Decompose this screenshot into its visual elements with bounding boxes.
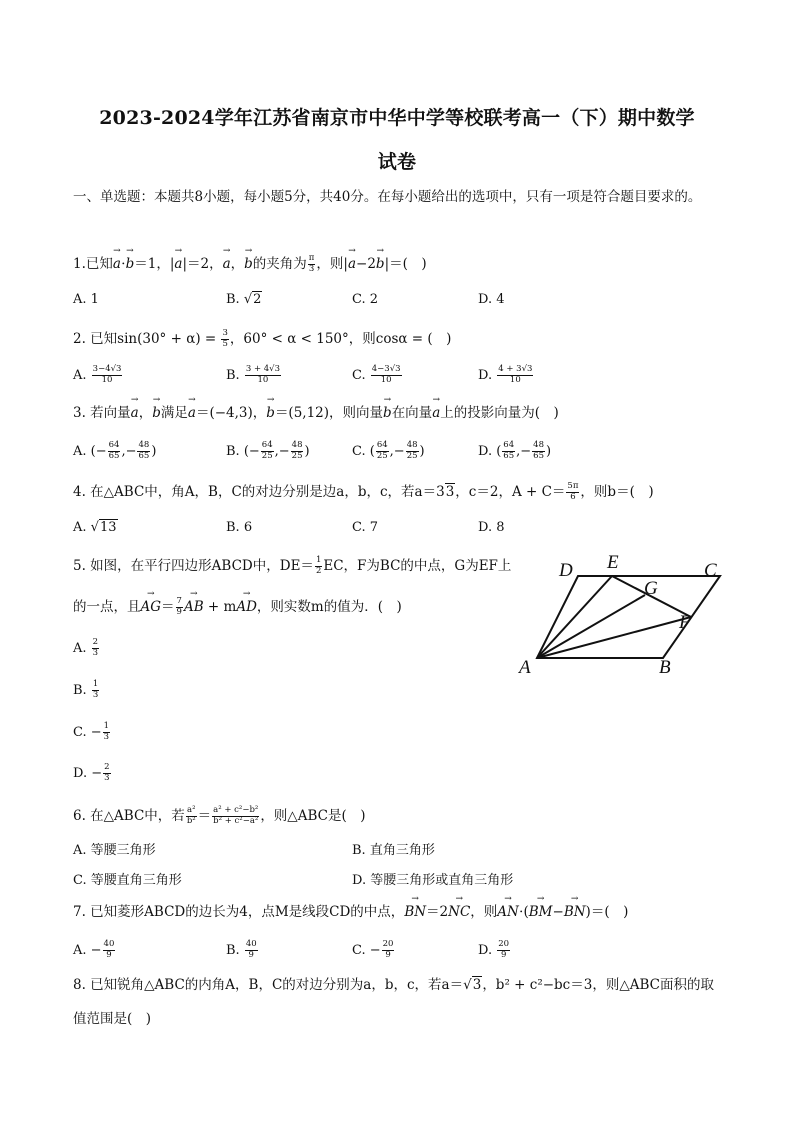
q1-option-c[interactable]: C. 2 (352, 292, 379, 307)
q6-option-d[interactable]: D. 等腰三角形或直角三角形 (352, 873, 514, 888)
q2-option-a[interactable]: A. $\frac{3-4√3}{10}$ (73, 364, 122, 385)
question-7: 7. 已知菱形ABCD的边长为4，点M是线段CD的中点，→ BN＝2→ NC，则→ AN⋅(→ BM−→ BN)＝( ) (73, 904, 628, 920)
q1-option-a[interactable]: A. 1 (73, 292, 99, 307)
q2-option-d[interactable]: D. $\frac{4 + 3√3}{10}$ (478, 364, 533, 385)
q7-option-d[interactable]: D. $\frac{20}{9}$ (478, 939, 510, 960)
doc-title-line1: 2023-2024学年江苏省南京市中华中学等校联考高一（下）期中数学 (99, 107, 695, 129)
q3-option-d[interactable]: D. ( $\frac{64}{65}$ ,− $\frac{48}{65}$ ) (478, 440, 552, 461)
question-6: 6. 在△ABC中，若 $\frac{\text{a²}}{\text{b²}}$ ＝ $\frac{\text{a² + c²−b²}}{\text{b² + c²−a²}}$ ，则△ABC是( ) (73, 805, 366, 826)
q7-option-c[interactable]: C. − $\frac{20}{9}$ (352, 939, 394, 960)
q1-option-d[interactable]: D. 4 (478, 292, 505, 307)
label-F: F (679, 612, 691, 633)
label-D: D (559, 560, 573, 581)
question-2: 2. 已知sin(30° + α) = $\frac{3}{5}$ ，60° < α < 150°，则cosα = ( ) (73, 328, 452, 349)
q4-option-c[interactable]: C. 7 (352, 520, 379, 535)
q5-option-c[interactable]: C. − $\frac{1}{3}$ (73, 721, 110, 742)
q4-option-a[interactable]: A. √13 (73, 520, 117, 535)
q3-option-c[interactable]: C. ( $\frac{64}{25}$ ,− $\frac{48}{25}$ ) (352, 440, 425, 461)
q5-option-a[interactable]: A. $\frac{2}{3}$ (73, 637, 99, 658)
question-1: 1.已知→ a⋅→ b＝1，|→ a|＝2，→ a，→ b的夹角为 $\frac{\pi}{3}$ ，则|→ a−2→ b|＝( ) (73, 254, 427, 275)
q3-option-b[interactable]: B. (− $\frac{64}{25}$ ,− $\frac{48}{25}$ ) (226, 440, 310, 461)
question-8-line1: 8. 已知锐角△ABC的内角A，B，C的对边分别为a，b，c，若a＝√3，b² + c²−bc＝3，则△ABC面积的取 (73, 977, 714, 993)
q2-option-b[interactable]: B. $\frac{3 + 4√3}{10}$ (226, 364, 280, 385)
q4-option-b[interactable]: B. 6 (226, 520, 253, 535)
q7-option-a[interactable]: A. − $\frac{40}{9}$ (73, 939, 115, 960)
question-4: 4. 在△ABC中，角A，B，C的对边分别是边a，b，c，若a＝33，c＝2，A + C＝ $\frac{5\pi}{6}$ ，则b＝( ) (73, 481, 654, 502)
q7-option-b[interactable]: B. $\frac{40}{9}$ (226, 939, 257, 960)
section-heading: 一、单选题：本题共8小题，每小题5分，共40分。在每小题给出的选项中，只有一项是符合题目要求的。 (73, 189, 702, 205)
segment-AE (537, 576, 612, 658)
label-B: B (659, 657, 671, 678)
q5-option-b[interactable]: B. $\frac{1}{3}$ (73, 679, 99, 700)
q4-option-d[interactable]: D. 8 (478, 520, 505, 535)
q3-option-a[interactable]: A. (− $\frac{64}{65}$ ,− $\frac{48}{65}$ ) (73, 440, 157, 461)
question-5-line2: 的一点，且→ AG＝ $\frac{7}{9}$ → AB + m→ AD，则实数m的值为．( ) (73, 597, 402, 618)
label-G: G (644, 578, 658, 599)
doc-title-line2: 试卷 (377, 151, 417, 173)
q5-option-d[interactable]: D. − $\frac{2}{3}$ (73, 762, 110, 783)
q6-option-c[interactable]: C. 等腰直角三角形 (73, 873, 182, 888)
q1-option-b[interactable]: B. √2 (226, 292, 262, 307)
parallelogram-figure (515, 550, 730, 680)
parallelogram-outline (537, 576, 720, 658)
question-5-line1: 5. 如图，在平行四边形ABCD中，DE＝ $\frac{1}{2}$ EC，F为BC的中点，G为EF上 (73, 555, 512, 576)
question-8-line2: 值范围是( ) (73, 1011, 152, 1027)
q6-option-b[interactable]: B. 直角三角形 (352, 843, 435, 858)
label-C: C (704, 560, 717, 581)
question-3: 3. 若向量→ a，→ b满足→ a＝(−4,3)，→ b＝(5,12)，则向量→ b在向量→ a上的投影向量为( ) (73, 405, 559, 421)
q2-option-c[interactable]: C. $\frac{4-3√3}{10}$ (352, 364, 401, 385)
label-E: E (607, 552, 619, 573)
q6-option-a[interactable]: A. 等腰三角形 (73, 843, 156, 858)
label-A: A (519, 657, 531, 678)
